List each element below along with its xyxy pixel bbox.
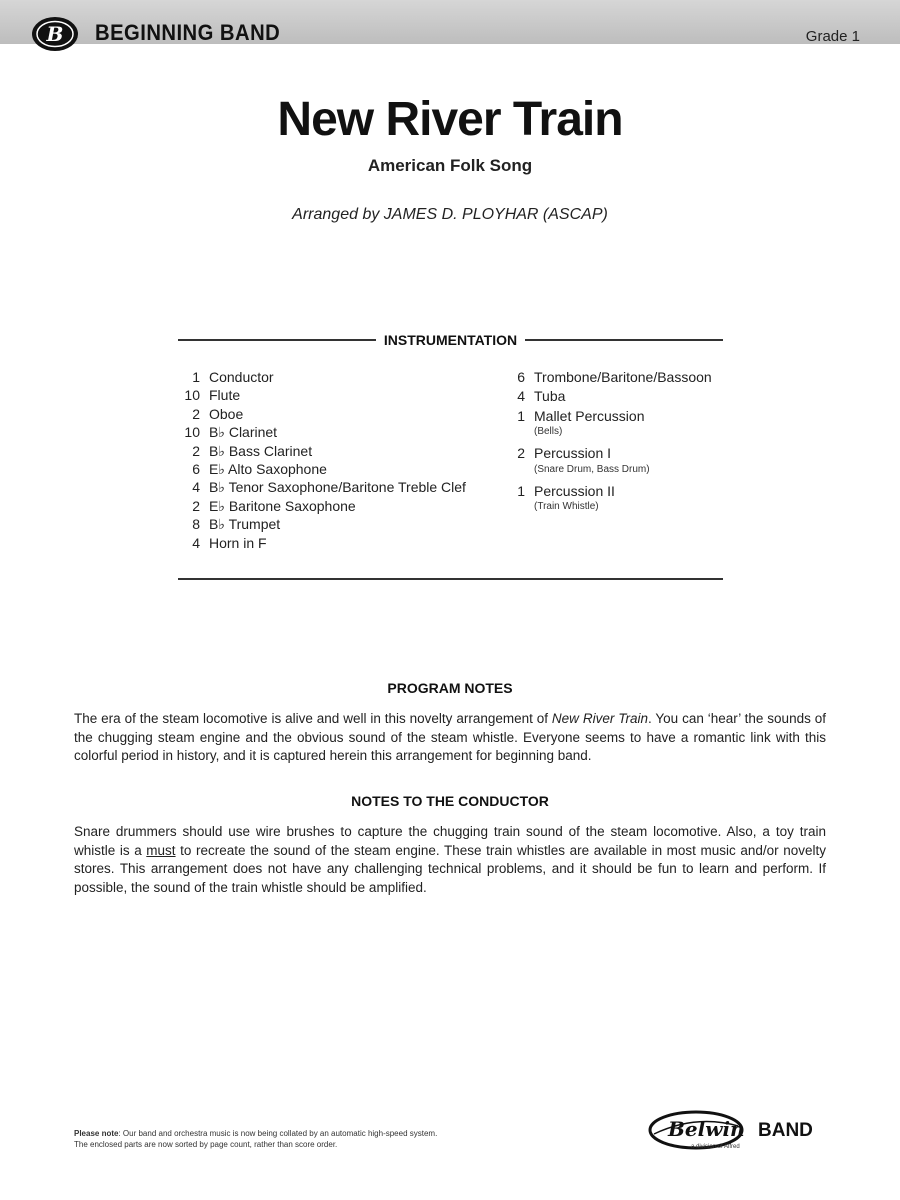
item-instrument: E♭ Baritone Saxophone (209, 497, 356, 514)
instrumentation-list-left (178, 368, 498, 552)
item-detail: (Bells) (534, 426, 563, 438)
item-quantity: 10 (184, 387, 200, 404)
conductor-notes-heading: NOTES TO THE CONDUCTOR (351, 793, 549, 809)
series-name: BEGINNING BAND (95, 20, 281, 45)
grade-label: Grade 1 (805, 28, 860, 45)
svg-text:B: B (46, 22, 64, 46)
item-instrument: Horn in F (209, 534, 267, 551)
list-item (503, 482, 743, 514)
arranger-credit: Arranged by JAMES D. PLOYHAR (ASCAP) (292, 206, 608, 223)
belwin-band-logo (648, 1108, 833, 1153)
item-instrument: B♭ Tenor Saxophone/Baritone Treble Clef (209, 479, 466, 496)
item-quantity: 1 (192, 369, 200, 385)
item-quantity: 4 (192, 534, 200, 551)
item-detail: (Snare Drum, Bass Drum) (534, 463, 650, 475)
heading-rule-left (178, 339, 376, 341)
list-item (503, 368, 743, 386)
instrumentation-list-right (503, 368, 743, 515)
instrumentation-heading-row (178, 330, 723, 350)
item-instrument: B♭ Clarinet (209, 424, 278, 441)
list-item (178, 368, 498, 386)
item-instrument: B♭ Bass Clarinet (209, 442, 313, 459)
belwin-tagline: a division of Alfred (691, 1144, 740, 1150)
collation-footnote: Please note: Our band and orchestra music is now being collated by an automatic high-speed system. The enclosed parts are now sorted by page count, rather than score order. (74, 1129, 438, 1149)
list-item (178, 423, 498, 441)
item-instrument: Flute (209, 387, 241, 404)
page-title: New River Train (277, 93, 623, 146)
footnote-label: Please note (74, 1129, 119, 1138)
list-item (503, 444, 743, 476)
list-item (503, 407, 743, 439)
item-instrument: E♭ Alto Saxophone (209, 461, 327, 478)
item-quantity: 2 (192, 405, 200, 422)
list-item (178, 534, 498, 552)
conductor-notes-text: Snare drummers should use wire brushes to capture the chugging train sound of the steam locomotive. Also, a toy train whistle is a must to recreate the sound of the steam engine. These train whistles are available in most music and/or novelty stores. This arrangement does not have any challenging technical problems, and it should be fun to learn and perform. If possible, the sound of the train whistle should be amplified. (74, 824, 826, 895)
belwin-band-word: BAND (758, 1120, 813, 1141)
belwin-name: Belwin (668, 1117, 745, 1141)
item-quantity: 4 (192, 479, 200, 496)
item-instrument: B♭ Trumpet (209, 516, 281, 533)
item-instrument: Trombone/Baritone/Bassoon (534, 369, 712, 385)
item-quantity: 1 (517, 482, 525, 499)
item-quantity: 4 (517, 388, 525, 405)
list-item (178, 386, 498, 404)
list-item (178, 478, 498, 496)
item-quantity: 2 (517, 445, 525, 462)
list-item (178, 405, 498, 423)
item-quantity: 2 (192, 497, 200, 514)
instrumentation-heading: INSTRUMENTATION (383, 332, 518, 348)
item-instrument: Conductor (209, 369, 274, 385)
item-quantity: 8 (192, 516, 200, 533)
item-instrument: Oboe (209, 405, 244, 422)
list-item (178, 497, 498, 515)
list-item (178, 460, 498, 478)
list-item (178, 442, 498, 460)
item-quantity: 6 (517, 369, 525, 385)
item-instrument: Mallet Percussion (534, 407, 645, 424)
item-quantity: 6 (192, 461, 200, 478)
beginning-band-logo-icon (30, 14, 80, 54)
instrumentation-bottom-rule (178, 578, 723, 580)
program-notes-heading: PROGRAM NOTES (387, 680, 513, 696)
list-item (503, 387, 743, 405)
item-instrument: Percussion II (534, 482, 615, 499)
item-detail: (Train Whistle) (534, 501, 599, 513)
item-instrument: Percussion I (534, 445, 612, 462)
item-quantity: 10 (184, 424, 200, 441)
heading-rule-right (525, 339, 723, 341)
program-notes-text: The era of the steam locomotive is alive and well in this novelty arrangement of New River Train. You can ‘hear’ the sounds of the chugging steam engine and the obvious sound of the steam whistle. Everyone seems to have a romantic link with this colorful period in history, and it is captured herein this arrangement for beginning band. (74, 711, 826, 763)
list-item (178, 515, 498, 533)
subtitle: American Folk Song (367, 156, 533, 175)
program-notes-title-italic: New River Train (551, 711, 648, 726)
conductor-notes-emphasis: must (146, 842, 176, 858)
item-quantity: 2 (192, 442, 200, 459)
item-instrument: Tuba (534, 388, 566, 405)
item-quantity: 1 (517, 407, 525, 424)
